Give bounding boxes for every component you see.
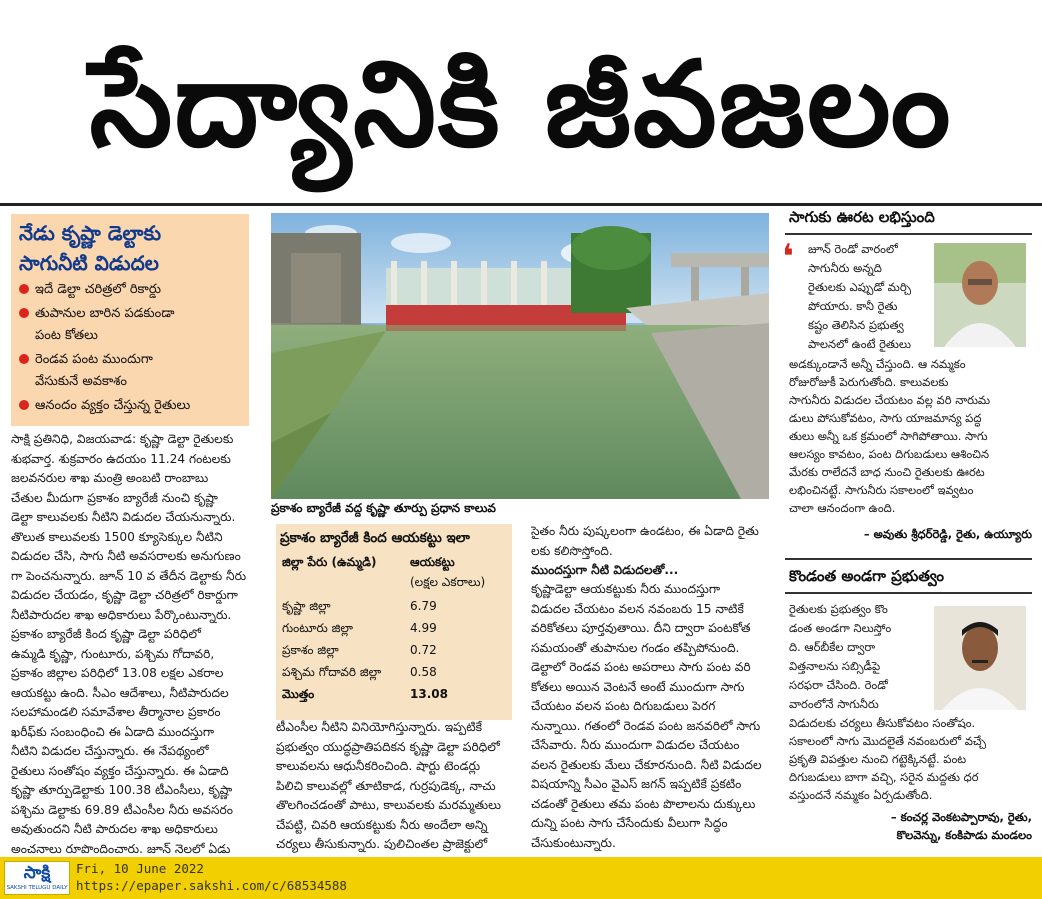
sidebar-2-byline-line1: – కంచర్ల వెంకటప్పారావు, రైతు, xyxy=(890,810,1032,824)
table-header-ayacut: ఆయకట్టు xyxy=(410,555,455,569)
text-line: ప్రకృతి విపత్తుల నుంచి గట్టెక్కినట్టే. పంట xyxy=(789,752,967,766)
highlight-title-line1: నేడు కృష్ణా డెల్టాకు xyxy=(19,221,161,245)
text-line: సరఫరా చేసింది. రెండో xyxy=(789,678,888,692)
text-line: రైతులకు ప్రభుత్వం కొం xyxy=(789,602,888,616)
table-cell-district: పశ్చిమ గోదావరి జిల్లా xyxy=(282,665,382,679)
bullet-dot-icon xyxy=(19,308,29,318)
sidebar-2-top-rule xyxy=(785,558,1032,560)
barrage-photo-image xyxy=(271,213,769,499)
quote-mark-icon: ❛ xyxy=(782,237,794,277)
text-line: విత్తనాలను సబ్సిడీపై xyxy=(789,659,881,673)
bullet-item-continuation: పంట కోతలు xyxy=(35,328,98,343)
table-cell-value: 6.79 xyxy=(410,599,437,613)
text-line: పశ్చిమ డెల్టాకు 69.89 టీఎంసీల నీరు అవసరం xyxy=(11,802,233,817)
text-line: తొలుత కాలువలకు 1500 క్యూసెక్కుల నీటిని xyxy=(11,529,223,544)
bullet-item-continuation: వేసుకునే అవకాశం xyxy=(35,374,127,389)
text-line: చేపట్టి, చివరి ఆయకట్టుకు నీరు అందేలా అన్ని xyxy=(276,817,488,832)
text-line: సాగునీరు విడుదల చేయటం వల్ల వరి నారుమ xyxy=(789,393,991,407)
sidebar-1-text-narrow xyxy=(808,240,928,354)
table-cell-value: 4.99 xyxy=(410,621,437,635)
text-line: ఆయకట్టు ఉంది. సీఎం ఆదేశాలు, నీటిపారుదల xyxy=(11,685,229,700)
text-line: చేతుల మీదుగా ప్రకాశం బ్యారేజీ నుంచి కృష్ణా xyxy=(11,490,218,505)
table-cell-district: కృష్ణా జిల్లా xyxy=(282,599,331,613)
article-column-3-top xyxy=(531,522,769,561)
bullet-item xyxy=(19,348,245,372)
text-line: మేరకు రాలేదనే బాధ నుంచి రైతులకు ఊరట xyxy=(789,465,985,479)
person-portrait-icon xyxy=(934,606,1026,710)
text-line: దిగుబడులు బాగా వచ్చి, సరైన మద్దతు ధర xyxy=(789,770,979,784)
text-line: జూన్ రెండో వారంలో xyxy=(808,242,898,256)
text-line: ప్రకాశం బ్యారేజీ కింద కృష్ణా డెల్టా పరిధిలో xyxy=(11,627,201,641)
sidebar-1-text xyxy=(789,355,1032,517)
table-cell-value: 13.08 xyxy=(410,687,448,701)
bullet-dot-icon xyxy=(19,400,29,410)
text-line: సలహామండలి సమావేశాల తీర్మానాల ప్రకారం xyxy=(11,705,221,719)
text-line: పిలిచి కాలువల్లో తూటికాడ, గుర్రపుడెక్క, నాచు xyxy=(276,778,496,793)
text-line: వస్తుందనే నమ్మకం ఏర్పడుతోంది. xyxy=(789,788,933,802)
text-line: తులు అన్నీ ఒక క్రమంలో సాగిపోతాయి. సాగు xyxy=(789,429,988,443)
sidebar-1-rule xyxy=(785,233,1032,235)
sidebar-2-byline xyxy=(789,808,1032,844)
barrage-photo xyxy=(271,213,769,499)
photo-caption: ప్రకాశం బ్యారేజీ వద్ద కృష్ణా తూర్పు ప్రధాన కాలువ xyxy=(271,501,496,515)
text-line: కోతలు అయిన వెంటనే అంటే ముందుగా సాగు xyxy=(531,679,745,694)
text-line: విడుదల చేయటం వలన నవంబరు 15 నాటికే xyxy=(531,601,744,616)
table-cell-value: 0.72 xyxy=(410,643,437,657)
text-line: కృష్ణా తూర్పుడెల్టాకు 100.38 టీఎంసీలు, కృష్ణా xyxy=(11,783,233,797)
text-line: ఉమ్మడి కృష్ణా, గుంటూరు, పశ్చిమ గోదావరి, xyxy=(11,646,215,661)
text-line: ఆలస్యం కావటం, పంట దిగుబడులు ఆశించిన xyxy=(789,447,990,461)
bullet-text: ఇదే డెల్టా చరిత్రలో రికార్డు xyxy=(35,282,162,297)
text-line: విడుదల చేసి, సాగు నీటి అవసరాలకు అనుగుణం xyxy=(11,549,241,563)
sidebar-2-rule xyxy=(785,592,1032,594)
text-line: విడుదల చేయడం, కృష్ణా డెల్టా చరిత్రలో రికార్డుగా xyxy=(11,588,238,602)
headline: సేద్యానికి జీవజలం xyxy=(89,35,953,173)
text-line: రోజురోజుకీ పెరుగుతోంది. కాలువలకు xyxy=(789,375,949,389)
text-line: పోయారు. కానీ రైతు xyxy=(808,299,898,313)
text-line: లకు కలిసొస్తోంది. xyxy=(531,543,613,558)
sidebar-1-portrait xyxy=(934,243,1026,347)
text-line: ప్రభుత్వం యుద్ధప్రాతిపదికన కృష్ణా డెల్టా పరిధిలో xyxy=(276,739,500,754)
text-line: చేసుకుంటున్నారు. xyxy=(531,835,616,850)
table-unit: (లక్షల ఎకరాలు) xyxy=(410,575,486,589)
text-line: దున్ని పంట సాగు చేసేందుకు వీలుగా సిద్ధం xyxy=(531,816,728,830)
person-portrait-icon xyxy=(934,243,1026,347)
text-line: ఖరీఫ్‌కు సంబంధించి ఈ ఏడాది ముందస్తుగా xyxy=(11,724,215,739)
text-line: విడుదలకు చర్యలు తీసుకోవటం సంతోషం. xyxy=(789,716,976,730)
logo-subtext: SAKSHI TELUGU DAILY xyxy=(6,885,68,891)
article-column-2 xyxy=(276,718,514,855)
bullet-dot-icon xyxy=(19,354,29,364)
bullet-text: తుపానుల బారిన పడకుండా xyxy=(35,306,175,321)
text-line: వరికోతలు పూర్తవుతాయి. దీని ద్వారా పంటకోత xyxy=(531,621,751,635)
text-line: చేయటం వలన పంట దిగుబడులు పెరగ xyxy=(531,699,716,713)
text-line: తొలగించడంతో పాటు, కాలువలకు మరమ్మతులు xyxy=(276,798,501,812)
text-line: అడక్కుండానే అన్నీ చేస్తుంది. ఆ నమ్మకం xyxy=(789,357,966,371)
text-line: విషయాన్ని సీఎం వైఎస్ జగన్ ఇప్పటికే ప్రకటిం xyxy=(531,777,742,791)
highlight-title xyxy=(19,218,243,278)
text-line: జలవనరుల శాఖ మంత్రి అంబటి రాంబాబు xyxy=(11,471,209,485)
sidebar-2-byline-line2: కొలవెన్ను, కంకిపాడు మండలం xyxy=(896,828,1032,842)
text-line: శుభవార్త. శుక్రవారం ఉదయం 11.24 గంటలకు xyxy=(11,451,231,466)
text-line: ప్రకాశం జిల్లాల పరిధిలో 13.08 లక్షల ఎకరాల xyxy=(11,666,224,680)
text-line: వారంలోనే సాగునీరు xyxy=(789,697,879,711)
bullet-dot-icon xyxy=(19,284,29,294)
table-cell-district: గుంటూరు జిల్లా xyxy=(282,621,353,635)
text-line: డెల్టాలో రెండవ పంట అపరాలు సాగు పంట వరి xyxy=(531,660,751,674)
text-line: రైతులకు ఎప్పుడో మర్చి xyxy=(808,280,912,294)
sidebar-1-byline: – అవుతు శ్రీధర్‌రెడ్డి, రైతు, ఉయ్యూరు xyxy=(863,527,1032,541)
text-line: లభించినట్టే. సాగునీరు సకాలంలో ఇవ్వటం xyxy=(789,483,974,497)
text-line: చాలా ఆనందంగా ఉంది. xyxy=(789,501,896,515)
sidebar-2-heading: కొండంత అండగా ప్రభుత్వం xyxy=(789,567,945,585)
text-line: నున్నాయి. గతంలో రెండవ పంట జనవరిలో సాగు xyxy=(531,718,761,733)
bullet-text: ఆనందం వ్యక్తం చేస్తున్న రైతులు xyxy=(35,398,191,413)
column-3-subhead: ముందస్తుగా నీటి విడుదలతో... xyxy=(531,563,679,577)
sakshi-logo xyxy=(4,861,70,895)
table-cell-value: 0.58 xyxy=(410,665,437,679)
table-title: ప్రకాశం బ్యారేజీ కింద ఆయకట్టు ఇలా xyxy=(280,530,470,546)
text-line: అంచనాలు రూపొందించారు. జూన్ నెలలో ఏడు xyxy=(11,841,231,856)
ayacut-table xyxy=(276,524,512,720)
table-header-district: జిల్లా పేరు (ఉమ్మడి) xyxy=(282,555,377,569)
text-line: సాక్షి ప్రతినిధి, విజయవాడ: కృష్ణా డెల్టా రైతులకు xyxy=(11,432,234,446)
text-line: డంత అండగా నిలుస్తోం xyxy=(789,621,892,635)
text-line: నీటిపారుదల శాఖ అధికారులు పేర్కొంటున్నారు. xyxy=(11,607,232,622)
text-line: సైతం నీరు పుష్కలంగా ఉండటం, ఈ ఏడాది రైతు xyxy=(531,524,759,538)
text-line: టీఎంసీల నీటిని వినియోగిస్తున్నారు. ఇప్పటికే xyxy=(276,720,482,734)
text-line: వలన రైతులకు మేలు చేకూరనుంది. నీటి విడుదల xyxy=(531,757,762,772)
logo-text: సాక్షి xyxy=(23,863,51,883)
sidebar-2-text xyxy=(789,714,1032,804)
text-line: రైతులు సంతోషం వ్యక్తం చేస్తున్నారు. ఈ ఏడాది xyxy=(11,763,229,778)
footer-date: Fri, 10 June 2022 xyxy=(76,861,204,876)
text-line: పాలనలో ఉంటే రైతులు xyxy=(808,337,911,351)
text-line: సాగునీరు అన్నది xyxy=(808,261,882,275)
highlight-box xyxy=(11,214,249,426)
text-line: గా పెంచనున్నారు. జూన్ 10 వ తేదీన డెల్టాకు నీరు xyxy=(11,568,247,583)
sidebar-2-text-narrow xyxy=(789,600,929,714)
text-line: ది. ఆర్‌బీకేల ద్వారా xyxy=(789,640,876,654)
bullet-item xyxy=(19,302,245,326)
highlight-title-line2: సాగునీటి విడుదల xyxy=(19,251,159,275)
sidebar-1-heading: సాగుకు ఊరట లభిస్తుంది xyxy=(789,208,935,226)
text-line: చర్యలు తీసుకున్నారు. పులిచింతల ప్రాజెక్టులో xyxy=(276,837,488,851)
text-line: చడంతో రైతులు తమ పంట పొలాలను దుక్కులు xyxy=(531,796,756,811)
text-line: అవుతుందని నీటి పారుదల శాఖ అధికారులు xyxy=(11,822,218,836)
bullet-item xyxy=(19,394,245,418)
text-line: నీటిని విడుదల చేస్తున్నారు. ఈ నేపథ్యంలో xyxy=(11,744,209,758)
article-column-3 xyxy=(531,580,769,853)
table-cell-district: ప్రకాశం జిల్లా xyxy=(282,643,339,657)
text-line: డెల్టా కాలువలకు నీటిని విడుదల చేయనున్నారు. xyxy=(11,510,236,524)
bullet-item xyxy=(19,278,245,302)
text-line: చేసేవారు. నీరు ముందుగా విడుదల చేయటం xyxy=(531,738,740,752)
text-line: కష్టం తెలిసిన ప్రభుత్వ xyxy=(808,318,904,332)
text-line: డులు పోసుకోవటం, సాగు యాజమాన్య పద్ధ xyxy=(789,411,982,425)
text-line: సమయంతో తుపానుల గండం తప్పిపోనుంది. xyxy=(531,640,740,655)
article-column-1 xyxy=(11,430,257,859)
sidebar-2-portrait xyxy=(934,606,1026,710)
table-cell-district: మొత్తం xyxy=(282,687,315,701)
bullet-text: రెండవ పంట ముందుగా xyxy=(35,352,153,367)
text-line: కృష్ణాడెల్టా ఆయకట్టుకు నీరు ముందస్తుగా xyxy=(531,582,721,596)
text-line: సకాలంలో సాగు మొదలైతే నవంబరులో వచ్చే xyxy=(789,734,987,748)
text-line: కాలువలను ఆధునీకరించింది. షార్టు టెండర్లు xyxy=(276,759,481,773)
footer-url[interactable]: https://epaper.sakshi.com/c/68534588 xyxy=(76,878,347,893)
